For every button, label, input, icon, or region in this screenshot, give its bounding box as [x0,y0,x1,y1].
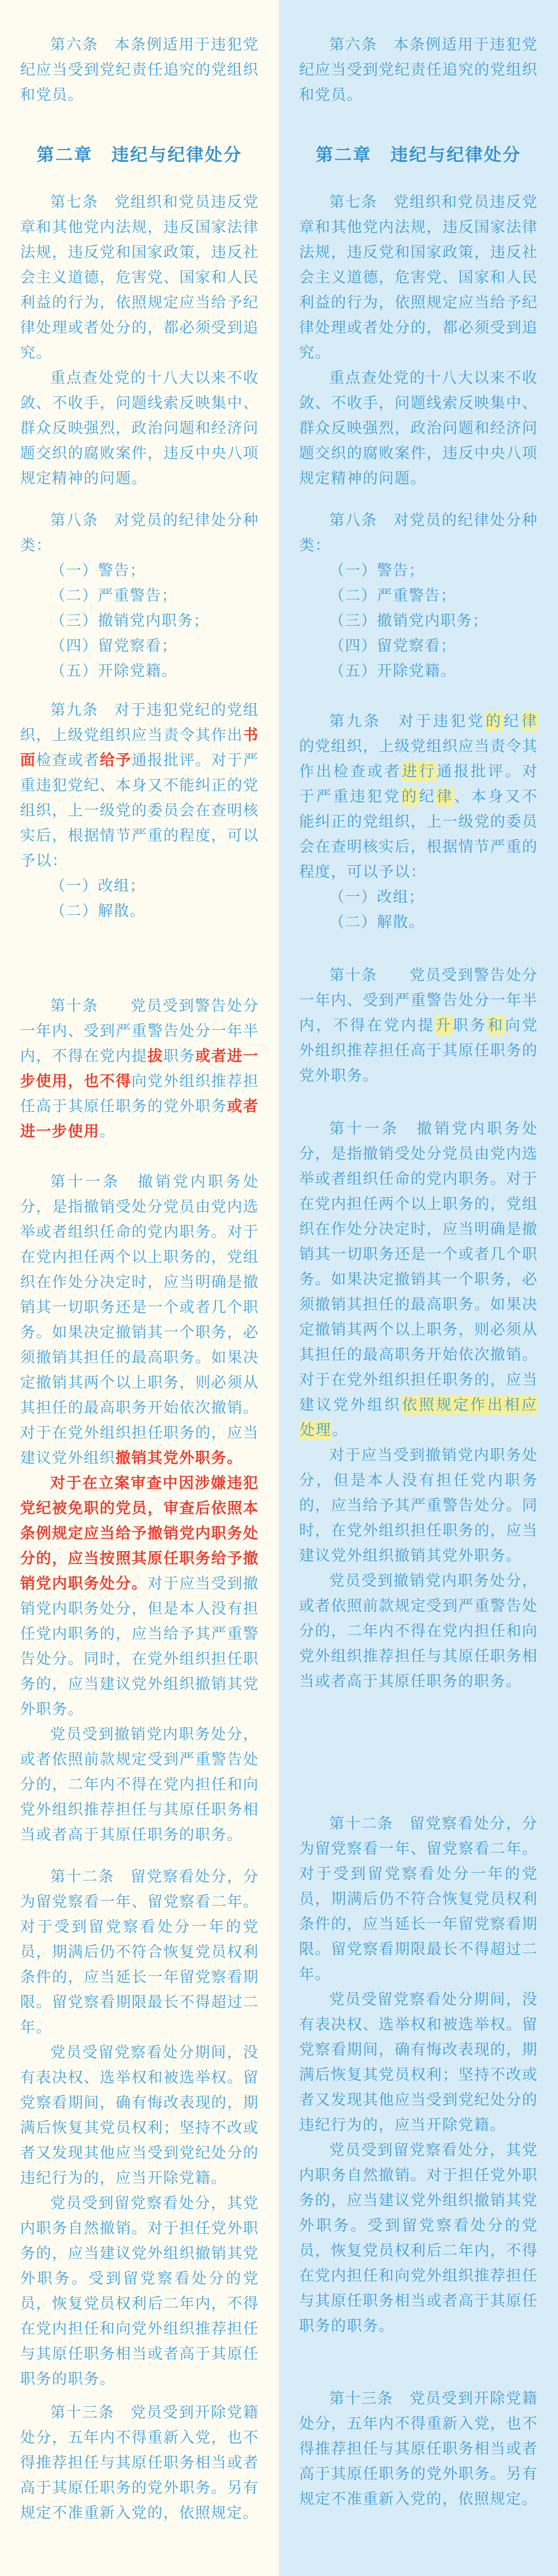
text-run: （五）开除党籍。 [329,663,456,679]
text-run: 重点查处党的十八大以来不收敛、不收手，问题线索反映集中、群众反映强烈，政治问题和经济问题交织的腐败案件，违反中央八项规定精神的问题。 [299,370,538,487]
text-run: 、本身又不能纠正的党组织，上一级党的委员会在查明核实后，根据情节严重的程度，可以予以： [299,788,538,880]
list-item [20,583,259,608]
paragraph [20,1169,259,1471]
text-run: 党员受到撤销党内职务处分，或者依照前款规定受到严重警告处分的，二年内不得在党内担任和向党外组织推荐担任与其原任职务相当或者高于其原任职务的职务。 [20,1726,259,1843]
text-run: 第九条 对于违犯党纪的党组织，上级党组织应当责令其作出 [20,702,259,743]
text-run: 第七条 党组织和党员违反党章和其他党内法规，违反国家法律法规，违反党和国家政策，违反社会主义道德，危害党、国家和人民利益的行为，依照规定应当给予纪律处理或者处分的，都必须受到追究。 [299,194,538,361]
text-run: 职务 [163,1048,195,1064]
text-run: 向党外组织推荐担任高于其原任职务的党外职务。 [299,1017,538,1084]
paragraph [299,2138,538,2339]
text-run: 检查或者 [36,752,100,769]
text-run: 对于应当受到撤销党内职务处分，但是本人没有担任党内职务的，应当给予其严重警告处分。同时，在党外组织担任职务的，应当建议党外组织撤销其党外职务。 [20,1575,259,1718]
removed-text: 拔 [147,1048,163,1064]
text-run: 第十三条 党员受到开除党籍处分，五年内不得重新入党，也不得推荐担任与其原任职务相当或者高于其原任职务的党外职务。另有规定不准重新入党的，依照规定。 [299,2390,538,2507]
list-item [20,659,259,684]
text-run: （二）严重警告； [329,587,456,604]
paragraph [299,963,538,1088]
text-run: 。 [99,1123,116,1140]
paragraph [299,1443,538,1568]
text-run: 对于应当受到撤销党内职务处分，但是本人没有担任党内职务的，应当给予其严重警告处分。同时，在党外组织担任职务的，应当建议党外组织撤销其党外职务。 [299,1447,538,1564]
text-run: 第十一条 撤销党内职务处分，是指撤销受处分党员由党内选举或者组织任命的党内职务。对于在党内担任两个以上职务的，党组织在作处分决定时，应当明确是撤销其一切职务还是一个或者几个职务。如果决定撤销其一个职务，必须撤销其担任的最高职务。如果决定撤销其两个以上职务，则必须从其担任的最高职务开始依次撤销。对于在党外组织担任职务的，应当建议党外组织 [20,1173,259,1466]
paragraph [20,1471,259,1722]
list-item [299,910,538,935]
paragraph [20,32,259,108]
paragraph [299,2386,538,2512]
paragraph [20,508,259,558]
added-text-highlight: 依照规定作出相应处理 [300,1397,538,1438]
text-run: 第六条 本条例适用于违犯党纪应当受到党纪责任追究的党组织和党员。 [20,36,259,103]
paragraph [20,2400,259,2526]
text-run: 。 [332,1422,348,1438]
list-item [299,583,538,608]
text-run: 第八条 对党员的纪律处分种类： [299,512,538,554]
paragraph [20,1864,259,2040]
text-run: （二）严重警告； [50,587,177,604]
list-item [299,634,538,659]
text-run: 纪 [419,788,436,805]
added-text-highlight: 的 [485,713,503,730]
text-run: 纪 [503,713,521,730]
text-run: 第二章 违纪与纪律处分 [315,145,522,165]
text-run: （一）警告； [329,562,425,579]
list-item [299,659,538,684]
text-run: 第十条 党员受到警告处分一年内、受到严重警告处分一年半内，不得在党内提 [299,967,538,1034]
removed-text: 或者进一步使用 [20,1098,259,1140]
text-run: 职务 [453,1017,487,1034]
removed-text: 书面 [20,727,259,769]
added-text-highlight: 律 [521,713,538,730]
paragraph [299,32,538,108]
paragraph [299,1116,538,1443]
paragraph [20,1722,259,1848]
paragraph [299,709,538,885]
list-item [299,558,538,583]
text-run: （二）解散。 [50,903,146,919]
text-run: （三）撤销党内职务； [50,612,209,629]
text-run: 第十条 党员受到警告处分一年内、受到严重警告处分一年半内，不得在党内提 [20,997,259,1064]
text-run: 向党外组织推荐担任高于其原任职务的党外职务 [20,1073,259,1115]
text-run: 党员受留党察看处分期间，没有表决权、选举权和被选举权。留党察看期间，确有悔改表现的，期满后恢复其党员权利；坚持不改或者又发现其他应当受到党纪处分的违纪行为的，应当开除党籍。 [20,2044,259,2186]
paragraph [20,2191,259,2392]
list-item [20,558,259,583]
paragraph [299,508,538,558]
text-run: （三）撤销党内职务； [329,612,488,629]
text-run: （二）解散。 [329,914,425,930]
chapter-heading [299,142,538,167]
removed-text: 撤销其党外职务。 [116,1450,243,1466]
list-item [299,608,538,634]
text-run: 通报批评。对于严重违犯党 [299,763,538,805]
paragraph [20,2040,259,2191]
text-run: 第八条 对党员的纪律处分种类： [20,512,259,554]
text-run: 党员受留党察看处分期间，没有表决权、选举权和被选举权。留党察看期间，确有悔改表现的，期满后恢复其党员权利；坚持不改或者又发现其他应当受到党纪处分的违纪行为的，应当开除党籍。 [299,1991,538,2133]
text-run: （一）改组； [50,877,146,894]
text-run: 重点查处党的十八大以来不收敛、不收手，问题线索反映集中、群众反映强烈，政治问题和经济问题交织的腐败案件，违反中央八项规定精神的问题。 [20,370,259,487]
chapter-heading [20,142,259,167]
text-run: 第十二条 留党察看处分，分为留党察看一年、留党察看二年。对于受到留党察看处分一年的党员，期满后仍不符合恢复党员权利条件的，应当延长一年留党察看期限。留党察看期限最长不得超过二年。 [20,1868,259,2036]
paragraph [299,366,538,491]
new-version-column [279,0,558,2576]
paragraph [299,1811,538,1987]
text-run: （一）警告； [50,562,146,579]
list-item [20,608,259,634]
added-text-highlight: 律 [436,788,454,805]
added-text-highlight: 进行 [402,763,436,780]
paragraph [20,994,259,1144]
text-run: 第十二条 留党察看处分，分为留党察看一年、留党察看二年。对于受到留党察看处分一年的党员，期满后仍不符合恢复党员权利条件的，应当延长一年留党察看期限。留党察看期限最长不得超过二年。 [299,1815,538,1983]
text-run: （五）开除党籍。 [50,663,177,679]
text-run: 通报批评。对于严重违犯党纪、本身又不能纠正的党组织，上一级党的委员会在查明核实后，根据情节严重的程度，可以予以： [20,752,259,869]
list-item [299,885,538,910]
paragraph [299,1987,538,2138]
paragraph [299,190,538,366]
text-run: 党员受到撤销党内职务处分，或者依照前款规定受到严重警告处分的，二年内不得在党内担任和向党外组织推荐担任与其原任职务相当或者高于其原任职务的职务。 [299,1572,538,1690]
text-run: 第十一条 撤销党内职务处分，是指撤销受处分党员由党内选举或者组织任命的党内职务。对于在党内担任两个以上职务的，党组织在作处分决定时，应当明确是撤销其一切职务还是一个或者几个职务。如果决定撤销其一个职务，必须撤销其担任的最高职务。如果决定撤销其两个以上职务，则必须从其担任的最高职务开始依次撤销。对于在党外组织担任职务的，应当建议党外组织 [299,1120,538,1413]
text-run: 第六条 本条例适用于违犯党纪应当受到党纪责任追究的党组织和党员。 [299,36,538,103]
text-run: 第七条 党组织和党员违反党章和其他党内法规，违反国家法律法规，违反党和国家政策，违反社会主义道德，危害党、国家和人民利益的行为，依照规定应当给予纪律处理或者处分的，都必须受到追究。 [20,194,259,361]
text-run: 党员受到留党察看处分，其党内职务自然撤销。对于担任党外职务的，应当建议党外组织撤销其党外职务。受到留党察看处分的党员，恢复党员权利后二年内，不得在党内担任和向党外组织推荐担任与其原任职务相当或者高于其原任职务的职务。 [299,2142,538,2334]
list-item [20,634,259,659]
added-text-highlight: 的 [401,788,419,805]
paragraph [20,190,259,366]
text-run: 第九条 对于违犯党 [329,713,485,730]
paragraph [20,366,259,491]
text-run: 党员受到留党察看处分，其党内职务自然撤销。对于担任党外职务的，应当建议党外组织撤销其党外职务。受到留党察看处分的党员，恢复党员权利后二年内，不得在党内担任和向党外组织推荐担任与其原任职务相当或者高于其原任职务的职务。 [20,2195,259,2387]
text-run: （一）改组； [329,889,425,905]
added-text-highlight: 升 [435,1017,453,1034]
text-run: 第十三条 党员受到开除党籍处分，五年内不得重新入党，也不得推荐担任与其原任职务相当或者高于其原任职务的党外职务。另有规定不准重新入党的，依照规定。 [20,2404,259,2521]
added-text-highlight: 和 [487,1017,505,1034]
list-item [20,874,259,899]
removed-text: 给予 [99,752,132,769]
text-run: 的党组织，上级党组织应当责令其作出检查或者 [299,738,538,780]
paragraph [299,1568,538,1694]
text-run: （四）留党察看； [50,637,177,654]
text-run: 第二章 违纪与纪律处分 [36,145,243,165]
removed-text: 或者进一步使用，也不得 [20,1048,259,1090]
text-run: （四）留党察看； [329,637,456,654]
list-item [20,899,259,924]
paragraph [20,698,259,874]
removed-text: 对于在立案审查中因涉嫌违犯党纪被免职的党员，审查后依照本条例规定应当给予撤销党内职务处分的，应当按照其原任职务给予撤销党内职务处分。 [20,1475,259,1592]
